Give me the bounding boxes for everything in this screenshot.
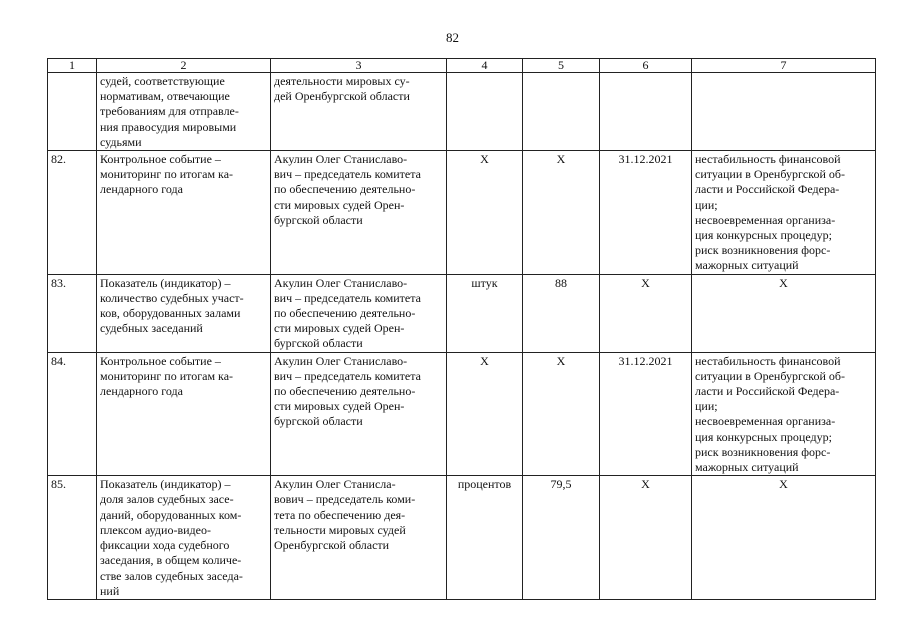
- row-number-cell: 83.: [48, 274, 97, 352]
- risks-cell-line: мажорных ситуаций: [695, 258, 799, 273]
- value-cell: Х: [523, 352, 600, 476]
- column-header: 1: [48, 59, 97, 73]
- responsible-cell: [271, 274, 447, 352]
- column-header: 3: [271, 59, 447, 73]
- indicator-name-cell-line: судьями: [100, 134, 142, 149]
- responsible-cell-line: сти мировых судей Орен-: [274, 321, 405, 336]
- responsible-cell-line: по обеспечению деятельно-: [274, 306, 416, 321]
- table-row: [48, 476, 876, 600]
- responsible-cell-line: вич – председатель комитета: [274, 167, 421, 182]
- unit-cell: Х: [447, 151, 523, 275]
- row-number-cell: 84.: [48, 352, 97, 476]
- responsible-cell-line: Акулин Олег Станиславо-: [274, 152, 408, 167]
- date-cell: 31.12.2021: [600, 352, 692, 476]
- indicator-name-cell-line: Контрольное событие –: [100, 152, 221, 167]
- date-cell: 31.12.2021: [600, 151, 692, 275]
- table-row: [48, 274, 876, 352]
- row-number-cell: [48, 73, 97, 151]
- indicator-name-cell-line: ний: [100, 583, 120, 598]
- date-cell: Х: [600, 274, 692, 352]
- indicator-name-cell-line: Показатель (индикатор) –: [100, 275, 231, 290]
- indicator-name-cell: [97, 352, 271, 476]
- value-cell: Х: [523, 151, 600, 275]
- value-cell: 88: [523, 274, 600, 352]
- responsible-cell-line: тета по обеспечению дея-: [274, 507, 406, 522]
- header-row: [48, 59, 876, 73]
- risks-cell-line: ситуации в Оренбургской об-: [695, 167, 845, 182]
- table-row: [48, 352, 876, 476]
- responsible-cell-line: дей Оренбургской области: [274, 89, 410, 104]
- responsible-cell: [271, 352, 447, 476]
- risks-cell-line: несвоевременная организа-: [695, 212, 836, 227]
- table-row: [48, 73, 876, 151]
- unit-cell: процентов: [447, 476, 523, 600]
- responsible-cell-line: бургской области: [274, 414, 363, 429]
- indicator-name-cell: [97, 476, 271, 600]
- indicator-name-cell: [97, 73, 271, 151]
- page-number: 82: [446, 30, 459, 45]
- risks-cell-line: нестабильность финансовой: [695, 353, 841, 368]
- table-row: [48, 151, 876, 275]
- risks-cell-line: ласти и Российской Федера-: [695, 182, 840, 197]
- indicator-name-cell: [97, 151, 271, 275]
- responsible-cell-line: тельности мировых судей: [274, 522, 406, 537]
- risks-cell-line: ция конкурсных процедур;: [695, 228, 832, 243]
- indicator-name-cell-line: заседания, в общем количе-: [100, 553, 242, 568]
- indicator-name-cell-line: Показатель (индикатор) –: [100, 477, 231, 492]
- document-table: [47, 58, 876, 600]
- indicator-name-cell-line: доля залов судебных засе-: [100, 492, 234, 507]
- unit-cell: Х: [447, 352, 523, 476]
- indicator-name-cell-line: количество судебных участ-: [100, 290, 244, 305]
- responsible-cell-line: Акулин Олег Станисла-: [274, 477, 396, 492]
- risks-cell-line: ция конкурсных процедур;: [695, 429, 832, 444]
- indicator-name-cell-line: Контрольное событие –: [100, 353, 221, 368]
- row-number-cell: 82.: [48, 151, 97, 275]
- responsible-cell-line: вович – председатель коми-: [274, 492, 416, 507]
- indicator-name-cell-line: лендарного года: [100, 182, 183, 197]
- risks-cell: [692, 352, 876, 476]
- indicator-name-cell: [97, 274, 271, 352]
- risks-cell-line: ситуации в Оренбургской об-: [695, 368, 845, 383]
- risks-cell: Х: [692, 274, 876, 352]
- responsible-cell-line: бургской области: [274, 212, 363, 227]
- responsible-cell: [271, 476, 447, 600]
- column-header: 7: [692, 59, 876, 73]
- row-number-cell: 85.: [48, 476, 97, 600]
- indicator-name-cell-line: плексом аудио-видео-: [100, 522, 211, 537]
- indicator-name-cell-line: ков, оборудованных залами: [100, 306, 241, 321]
- indicator-name-cell-line: мониторинг по итогам ка-: [100, 167, 234, 182]
- unit-cell: штук: [447, 274, 523, 352]
- indicator-name-cell-line: стве залов судебных заседа-: [100, 568, 243, 583]
- indicator-name-cell-line: фиксации хода судебного: [100, 538, 230, 553]
- responsible-cell-line: Оренбургской области: [274, 538, 390, 553]
- indicator-name-cell-line: мониторинг по итогам ка-: [100, 368, 234, 383]
- risks-cell-line: ции;: [695, 197, 718, 212]
- responsible-cell-line: по обеспечению деятельно-: [274, 182, 416, 197]
- responsible-cell: [271, 151, 447, 275]
- risks-cell-line: риск возникновения форс-: [695, 243, 831, 258]
- risks-cell-line: ции;: [695, 399, 718, 414]
- indicator-name-cell-line: лендарного года: [100, 384, 183, 399]
- risks-cell: [692, 73, 876, 151]
- responsible-cell: [271, 73, 447, 151]
- unit-cell: [447, 73, 523, 151]
- indicator-name-cell-line: требованиям для отправле-: [100, 104, 239, 119]
- value-cell: 79,5: [523, 476, 600, 600]
- risks-cell: Х: [692, 476, 876, 600]
- responsible-cell-line: бургской области: [274, 336, 363, 351]
- risks-cell-line: риск возникновения форс-: [695, 444, 831, 459]
- risks-cell-line: нестабильность финансовой: [695, 152, 841, 167]
- responsible-cell-line: сти мировых судей Орен-: [274, 399, 405, 414]
- indicator-name-cell-line: нормативам, отвечающие: [100, 89, 230, 104]
- indicator-name-cell-line: даний, оборудованных ком-: [100, 507, 242, 522]
- column-header: 6: [600, 59, 692, 73]
- responsible-cell-line: вич – председатель комитета: [274, 368, 421, 383]
- indicator-name-cell-line: ния правосудия мировыми: [100, 119, 237, 134]
- risks-cell-line: несвоевременная организа-: [695, 414, 836, 429]
- date-cell: [600, 73, 692, 151]
- column-header: 5: [523, 59, 600, 73]
- responsible-cell-line: деятельности мировых су-: [274, 74, 410, 88]
- indicator-name-cell-line: судей, соответствующие: [100, 74, 225, 88]
- responsible-cell-line: по обеспечению деятельно-: [274, 384, 416, 399]
- responsible-cell-line: сти мировых судей Орен-: [274, 197, 405, 212]
- value-cell: [523, 73, 600, 151]
- responsible-cell-line: Акулин Олег Станиславо-: [274, 353, 408, 368]
- risks-cell: [692, 151, 876, 275]
- risks-cell-line: мажорных ситуаций: [695, 460, 799, 475]
- responsible-cell-line: вич – председатель комитета: [274, 290, 421, 305]
- indicator-name-cell-line: судебных заседаний: [100, 321, 203, 336]
- date-cell: Х: [600, 476, 692, 600]
- column-header: 2: [97, 59, 271, 73]
- responsible-cell-line: Акулин Олег Станиславо-: [274, 275, 408, 290]
- column-header: 4: [447, 59, 523, 73]
- risks-cell-line: ласти и Российской Федера-: [695, 384, 840, 399]
